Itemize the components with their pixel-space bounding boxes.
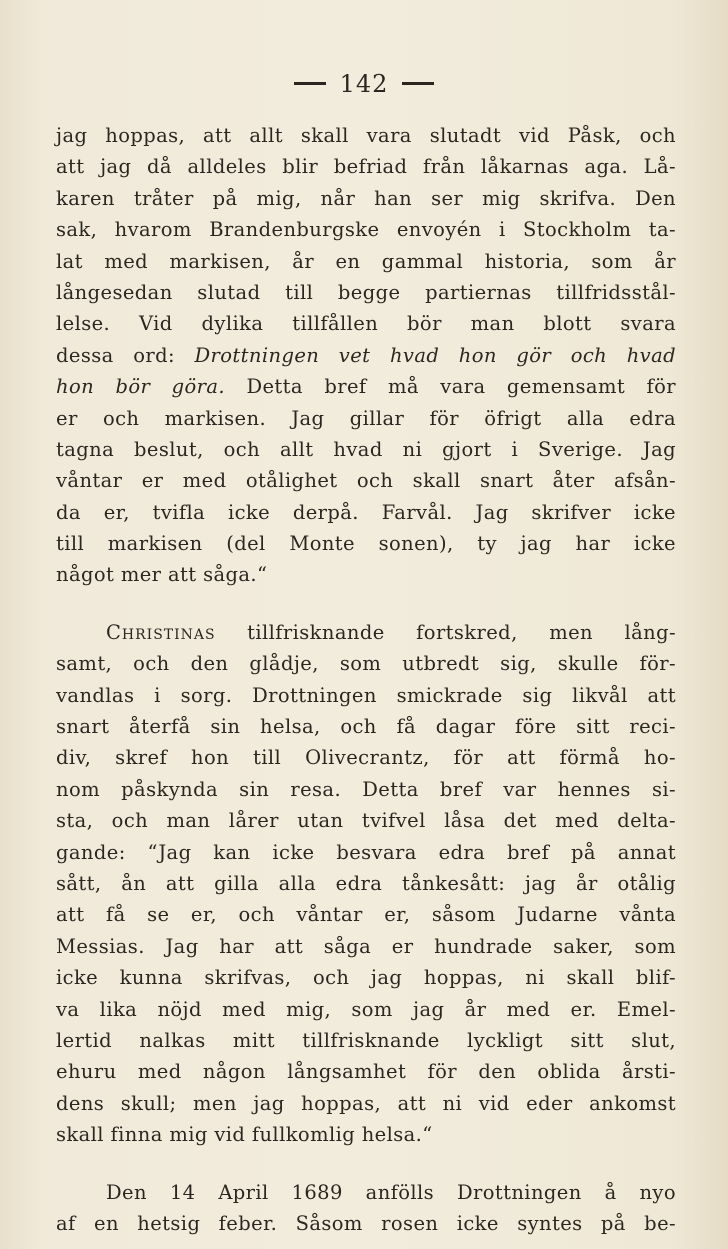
text-line: er och markisen. Jag gillar för öfrigt alla edra	[56, 406, 676, 430]
text-run: dessa ord:	[56, 343, 195, 367]
text-line: lertid nalkas mitt tillfrisknande lyckligt sitt slut,	[56, 1028, 676, 1052]
text-line: da er, tvifla icke derpå. Farvål. Jag skrifver icke	[56, 500, 676, 524]
text-run: tillfrisknande fortskred, men lång-	[215, 620, 676, 644]
text-line: vandlas i sorg. Drottningen smickrade sig likvål att	[56, 683, 676, 707]
text-line: va lika nöjd med mig, som jag år med er. Emel-	[56, 997, 676, 1021]
paragraph-gap	[56, 1151, 676, 1177]
text-line: Den 14 April 1689 anfölls Drottningen å nyo	[106, 1180, 676, 1204]
italic-quote: hon bör göra.	[56, 375, 226, 399]
page-number: 142	[339, 70, 389, 98]
text-line: Messias. Jag har att såga er hundrade saker, som	[56, 934, 676, 958]
text-line: något mer att såga.“	[56, 563, 268, 587]
paragraph-2	[56, 617, 676, 1151]
text-line: våntar er med otålighet och skall snart åter afsån-	[56, 469, 676, 493]
paragraph-3	[56, 1177, 676, 1240]
paragraph-1	[56, 120, 676, 591]
text-line: sått, ån att gilla alla edra tånkesått: jag år otålig	[56, 871, 676, 895]
page-number-header	[0, 70, 728, 98]
text-line: af en hetsig feber. Såsom rosen icke syntes på be-	[56, 1211, 676, 1235]
italic-quote: Drottningen vet hvad hon gör och hvad	[194, 343, 676, 367]
left-dash	[294, 82, 326, 85]
text-line: skall finna mig vid fullkomlig helsa.“	[56, 1123, 433, 1147]
text-line: nom påskynda sin resa. Detta bref var hennes si-	[56, 777, 676, 801]
text-line: sta, och man lårer utan tvifvel låsa det med delta-	[56, 809, 676, 833]
text-run: Detta bref må vara gemensamt för	[225, 375, 676, 399]
text-line	[56, 617, 676, 648]
text-line: lat med markisen, år en gammal historia, som år	[56, 249, 676, 273]
text-line: jag hoppas, att allt skall vara slutadt vid Påsk, och	[56, 124, 676, 147]
paragraph-gap	[56, 591, 676, 617]
text-line: till markisen (del Monte sonen), ty jag har icke	[56, 532, 676, 556]
text-line: tagna beslut, och allt hvad ni gjort i Sverige. Jag	[56, 437, 676, 461]
text-line: att få se er, och våntar er, såsom Judarne vånta	[56, 903, 676, 927]
text-line: gande: “Jag kan icke besvara edra bref på annat	[56, 840, 676, 864]
text-line: karen tråter på mig, når han ser mig skrifva. Den	[56, 186, 676, 210]
text-line: div, skref hon till Olivecrantz, för att förmå ho-	[56, 746, 676, 770]
text-line: lelse. Vid dylika tillfållen bör man blott svara	[56, 312, 676, 336]
small-caps-name: Christinas	[106, 620, 216, 644]
text-line: snart återfå sin helsa, och få dagar före sitt reci-	[56, 715, 676, 739]
body-text	[56, 120, 676, 1239]
text-line: icke kunna skrifvas, och jag hoppas, ni skall blif-	[56, 966, 676, 990]
right-dash	[402, 82, 434, 85]
text-line: ehuru med någon långsamhet för den oblida årsti-	[56, 1060, 676, 1084]
text-line	[56, 340, 676, 371]
text-line: samt, och den glådje, som utbredt sig, skulle för-	[56, 652, 676, 676]
text-line	[56, 371, 676, 402]
text-line: sak, hvarom Brandenburgske envoyén i Stockholm ta-	[56, 218, 676, 242]
text-line: att jag då alldeles blir befriad från låkarnas aga. Lå-	[56, 155, 676, 179]
text-line: långesedan slutad till begge partiernas tillfridsstål-	[56, 280, 676, 304]
text-line: dens skull; men jag hoppas, att ni vid eder ankomst	[56, 1091, 676, 1115]
